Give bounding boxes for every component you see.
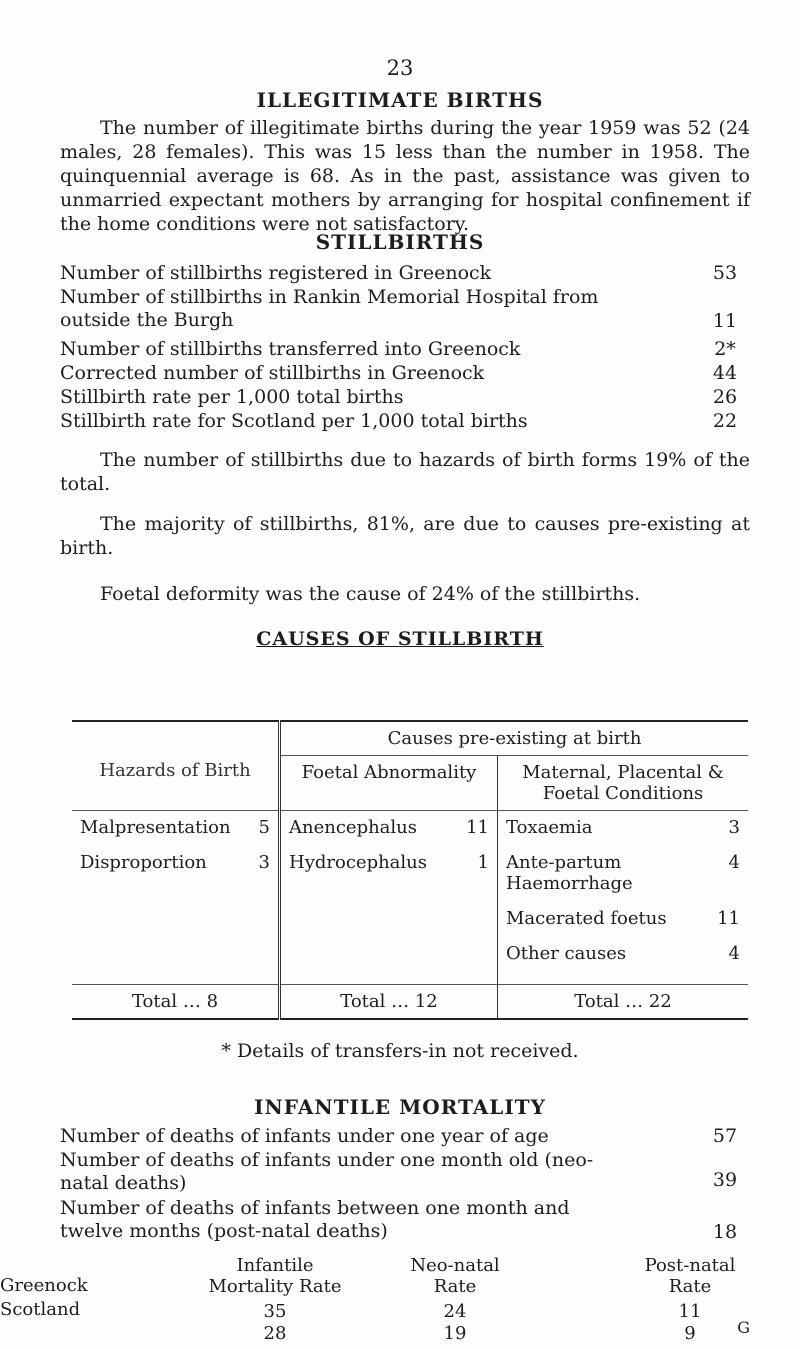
stillbirth-row-value: 44 [712,362,738,384]
stillbirth-row-value: 11 [712,310,738,332]
stillbirth-row-value: 2* [714,338,736,360]
infant-row-value: 18 [712,1221,738,1243]
maternal-cell [498,811,749,985]
stillbirth-row-label: Stillbirth rate for Scotland per 1,000 total births [60,410,528,432]
foetal-total: Total … 12 [280,985,498,1020]
rate-header-neonatal: Neo-natal Rate [410,1255,500,1297]
stillbirth-row-value: 53 [712,262,738,284]
hazards-total: Total … 8 [72,985,280,1020]
cause-item: Other causes 4 [506,943,740,964]
hazards-cell [72,811,280,985]
rate-place: Greenock [0,1275,88,1296]
stillbirth-row [60,286,750,332]
cause-item: Toxaemia 3 [506,817,740,838]
maternal-conditions-header: Maternal, Placental & Foetal Conditions [498,756,749,811]
rate-neonatal: 19 [443,1323,467,1344]
stillbirth-row-label: Number of stillbirths in Rankin Memorial Hospital from outside the Burgh [60,286,599,331]
infant-row-label: Number of deaths of infants under one month old (neo-natal deaths) [60,1149,594,1194]
cause-item: Anencephalus 11 [289,817,489,838]
causes-heading: CAUSES OF STILLBIRTH [256,628,544,650]
signature-mark: G [737,1318,750,1337]
cause-item: Malpresentation 5 [80,817,270,838]
foetal-abnormality-header: Foetal Abnormality [280,756,498,811]
stillbirths-heading: STILLBIRTHS [315,230,485,254]
stillbirth-row [60,410,750,433]
rate-postnatal: 9 [684,1323,696,1344]
rate-infantile: 35 [263,1301,287,1322]
hazards-header: Hazards of Birth [99,760,251,781]
rate-neonatal: 24 [443,1301,467,1322]
foetal-deformity-text: Foetal deformity was the cause of 24% of the stillbirths. [100,583,641,605]
stillbirth-row [60,262,750,285]
rate-header-infantile: Infantile Mortality Rate [208,1255,342,1297]
footnote: * Details of transfers-in not received. [221,1040,579,1062]
infant-row [60,1149,750,1195]
infantile-mortality-heading: INFANTILE MORTALITY [254,1095,546,1119]
rate-place: Scotland [0,1299,81,1320]
stillbirth-row-label: Number of stillbirths registered in Greenock [60,262,492,284]
infant-row-label: Number of deaths of infants between one month and twelve months (post-natal deaths) [60,1197,570,1242]
illegitimate-births-text: The number of illegitimate births during the year 1959 was 52 (24 males, 28 females). This was 15 less than the number in 1958. The quinquennial average is 68. As in the past, assistance was given to unmarried expectant mothers by arranging for hospital confinement if the home conditions were not satisfactory. [60,117,750,235]
rate-header-postnatal: Post-natal Rate [644,1255,736,1297]
foetal-deformity-paragraph [60,582,750,606]
stillbirth-row-label: Stillbirth rate per 1,000 total births [60,386,404,408]
stillbirth-row [60,338,750,361]
infant-row-value: 39 [712,1169,738,1191]
cause-item: Ante-partum Haemorrhage 4 [506,852,740,894]
maternal-total: Total … 22 [498,985,749,1020]
illegitimate-births-heading: ILLEGITIMATE BIRTHS [256,88,544,112]
cause-item: Disproportion 3 [80,852,270,873]
cause-item: Macerated foetus 11 [506,908,740,929]
stillbirth-row-label: Number of stillbirths transferred into Greenock [60,338,521,360]
stillbirth-majority-paragraph [60,512,750,560]
stillbirth-hazards-paragraph [60,448,750,496]
stillbirth-row [60,362,750,385]
pre-existing-header: Causes pre-existing at birth [280,721,749,756]
rate-postnatal: 11 [678,1301,702,1322]
stillbirth-row-label: Corrected number of stillbirths in Greenock [60,362,485,384]
causes-of-stillbirth-table [72,720,748,1020]
stillbirth-hazards-text: The number of stillbirths due to hazards of birth forms 19% of the total. [60,449,750,495]
infant-row [60,1125,750,1148]
illegitimate-births-paragraph [60,116,750,236]
stillbirth-row [60,386,750,409]
infant-row-label: Number of deaths of infants under one year of age [60,1125,549,1147]
stillbirth-majority-text: The majority of stillbirths, 81%, are due to causes pre-existing at birth. [60,513,750,559]
page-number: 23 [386,56,414,80]
rate-infantile: 28 [263,1323,287,1344]
stillbirth-row-value: 22 [712,410,738,432]
foetal-cell [280,811,498,985]
cause-item: Hydrocephalus 1 [289,852,489,873]
infant-row [60,1197,750,1243]
infant-row-value: 57 [712,1125,738,1147]
stillbirth-row-value: 26 [712,386,738,408]
